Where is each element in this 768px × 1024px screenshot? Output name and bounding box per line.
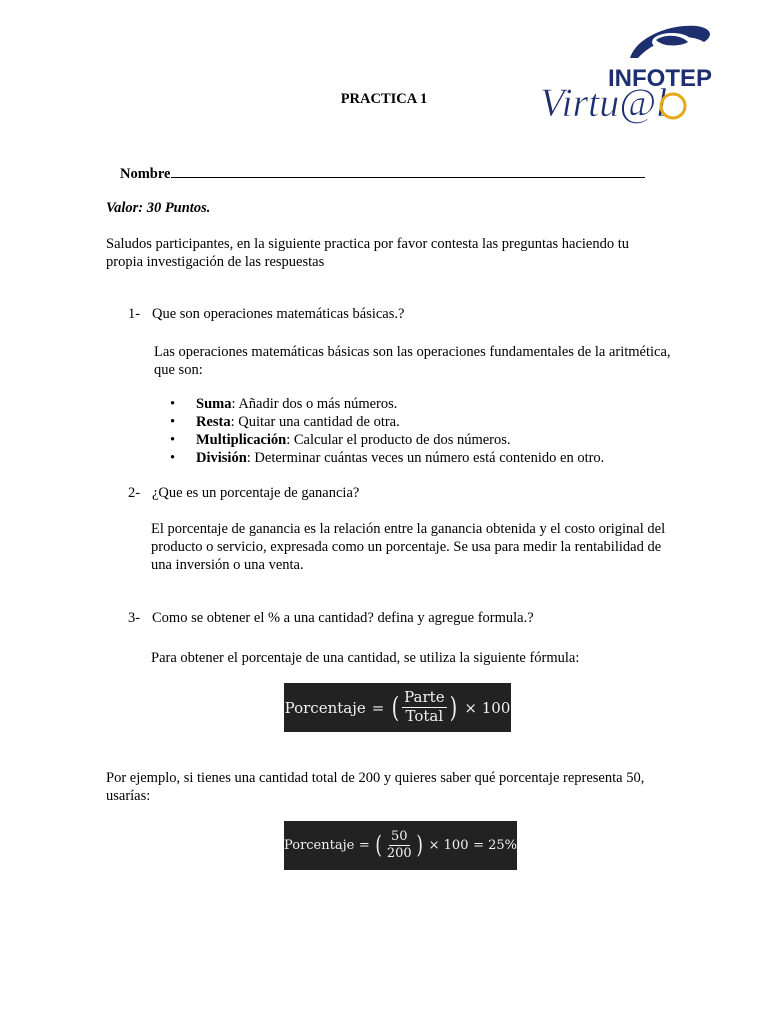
bullet-term: División [196,450,247,466]
question-3-number: 3- [128,610,141,626]
list-item [170,395,604,413]
left-paren: ( [375,831,383,860]
question-3-text: Como se obtener el % a una cantidad? defina y agregue formula.? [152,610,534,626]
right-paren: ) [449,690,457,724]
intro-paragraph: Saludos participantes, en la siguiente practica por favor contesta las preguntas haciendo tu propia investigación de las respuestas [106,236,630,270]
formula-fraction [385,830,414,860]
list-item [170,449,604,467]
example-formula [284,821,517,870]
answer-1: Las operaciones matemáticas básicas son las operaciones fundamentales de la aritmética, que son: [154,344,671,378]
question-2-number: 2- [128,485,141,501]
bullet-desc: : Quitar una cantidad de otra. [230,414,400,430]
example-paragraph: Por ejemplo, si tienes una cantidad total de 200 y quieres saber qué porcentaje representa 50, usarías: [106,770,645,804]
bullet-desc: : Añadir dos o más números. [231,396,398,412]
formula-numerator: 50 [390,829,408,845]
answer-3: Para obtener el porcentaje de una cantidad, se utiliza la siguiente fórmula: [151,650,580,666]
bullet-desc: : Determinar cuántas veces un número está contenido en otro. [246,450,605,466]
question-2 [128,485,359,502]
question-1-number: 1- [128,306,141,322]
left-paren: ( [391,690,400,724]
question-2-text: ¿Que es un porcentaje de ganancia? [152,485,360,501]
list-item [170,413,604,431]
logo-brand-text: INFOTEP [608,65,713,92]
right-paren: ) [416,831,423,860]
question-1-text: Que son operaciones matemáticas básicas.? [152,306,405,322]
formula-lhs: Porcentaje [284,698,366,717]
formula-lhs: Porcentaje [284,838,355,853]
bullet-term: Multiplicación [196,432,287,448]
list-item [170,431,604,449]
formula-multiplier: × 100 [428,838,469,853]
infotep-virtual-logo [538,20,724,130]
formula-denominator: 200 [386,846,412,861]
infotep-logo-graphic [538,20,724,130]
formula-equals: = [371,698,385,717]
percentage-formula [284,683,511,732]
bullet-term: Suma [196,396,232,412]
formula-numerator: Parte [404,688,445,707]
points-value: Valor: 30 Puntos. [106,200,211,216]
question-1 [128,306,404,323]
operations-list [170,395,604,467]
page-title: PRACTICA 1 [340,91,428,107]
formula-result: = 25% [473,838,517,853]
formula-multiplier: × 100 [464,698,511,717]
formula-equals: = [358,838,370,853]
name-field-row [120,163,645,183]
formula-denominator: Total [405,707,444,725]
bullet-term: Resta [196,414,231,430]
name-label: Nombre [120,166,171,182]
question-3 [128,610,534,627]
bullet-desc: : Calcular el producto de dos números. [286,432,511,448]
name-blank-line [171,163,645,178]
formula-fraction [402,690,446,725]
logo-script-text: Virtu@l [540,80,668,125]
answer-2: El porcentaje de ganancia es la relación entre la ganancia obtenida y el costo original del producto o servicio, expresada como un porcentaje. Se usa para medir la rentabilidad de una inversión o una venta. [151,521,666,573]
